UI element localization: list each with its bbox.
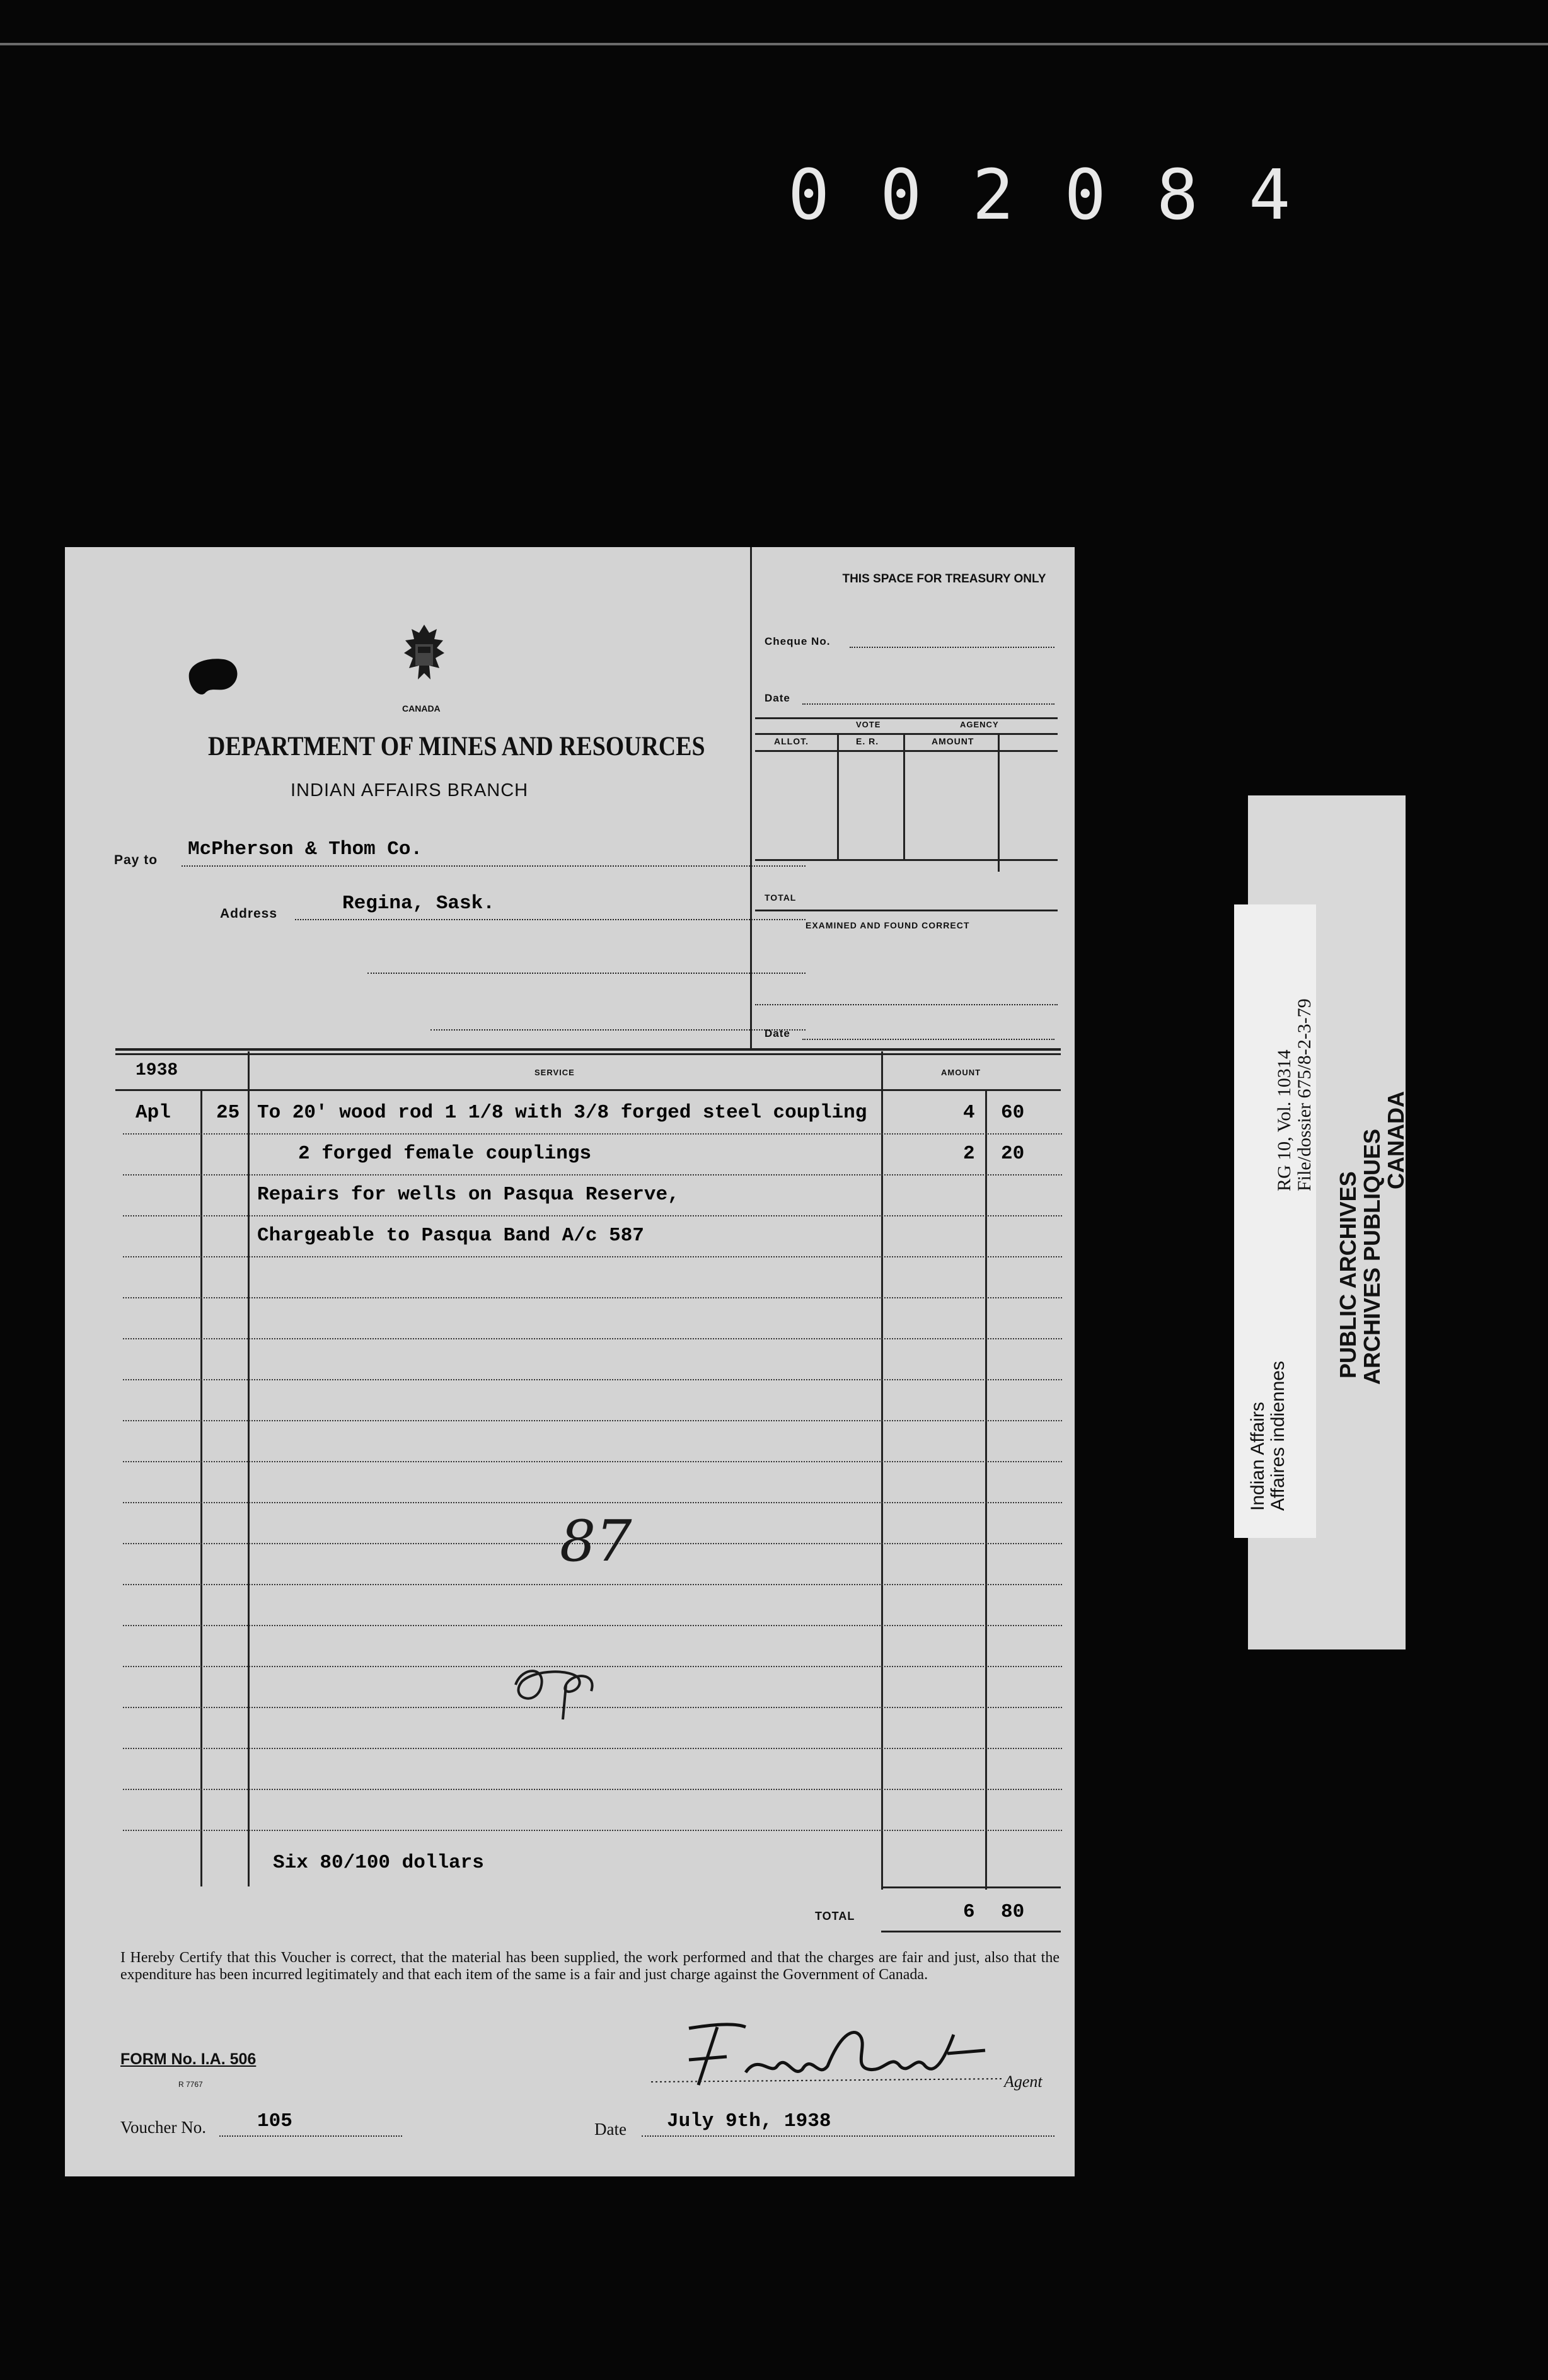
service-row-line bbox=[123, 1461, 1062, 1462]
date-top-line bbox=[802, 703, 1054, 705]
address-value: Regina, Sask. bbox=[342, 893, 495, 915]
agent-signature bbox=[651, 2016, 1004, 2098]
certification-text: I Hereby Certify that this Voucher is correct, that the material has been supplied, the work performed and that the charges are fair and just, also that the expenditure has been incurred legitimately and that each item of the same is a fair and just charge against the Government of Canada. bbox=[120, 1950, 1060, 1983]
archive-title-1: PUBLIC ARCHIVES bbox=[1335, 1171, 1361, 1378]
service-row-line bbox=[123, 1215, 1062, 1216]
vote-header-rule bbox=[755, 750, 1058, 752]
line-1-day: 25 bbox=[216, 1102, 240, 1124]
year-value: 1938 bbox=[136, 1061, 178, 1080]
vote-top-rule bbox=[755, 717, 1058, 719]
treasury-divider bbox=[750, 547, 752, 1048]
vote-col-3 bbox=[998, 733, 1000, 872]
vote-label: VOTE bbox=[856, 720, 881, 729]
archive-title-3: CANADA bbox=[1383, 1091, 1409, 1189]
archive-reference-card bbox=[1234, 904, 1316, 1538]
examined-rule bbox=[755, 910, 1058, 911]
archive-ref-1: RG 10, Vol. 10314 bbox=[1274, 1049, 1295, 1191]
service-row-line bbox=[123, 1133, 1062, 1135]
voucher-form bbox=[65, 547, 1075, 2176]
total-label: TOTAL bbox=[815, 1910, 855, 1922]
service-row-line bbox=[123, 1830, 1062, 1831]
line-2-cents: 20 bbox=[1001, 1143, 1025, 1165]
handwritten-number: 87 bbox=[560, 1508, 632, 1574]
archive-ref-2: File/dossier 675/8-2-3-79 bbox=[1294, 998, 1315, 1191]
allot-label: ALLOT. bbox=[774, 736, 809, 746]
line-1-month: Apl bbox=[136, 1102, 171, 1124]
service-row-line bbox=[123, 1256, 1062, 1257]
examined-line bbox=[755, 1004, 1058, 1005]
amount-header: AMOUNT bbox=[941, 1068, 981, 1077]
cheque-no-line bbox=[850, 647, 1054, 648]
examined-label: EXAMINED AND FOUND CORRECT bbox=[806, 920, 970, 930]
date-col-rule bbox=[200, 1089, 202, 1886]
archive-fonds-2: Affaires indiennes bbox=[1268, 1361, 1288, 1511]
address-line-3 bbox=[430, 1029, 806, 1031]
form-number: FORM No. I.A. 506 bbox=[120, 2050, 257, 2068]
line-1-text: To 20' wood rod 1 1/8 with 3/8 forged steel coupling bbox=[257, 1102, 867, 1124]
service-row-line bbox=[123, 1625, 1062, 1626]
date-mid-label: Date bbox=[765, 1027, 790, 1039]
department-title: DEPARTMENT OF MINES AND RESOURCES bbox=[208, 732, 705, 761]
service-top-rule bbox=[115, 1048, 1061, 1051]
canada-coat-of-arms-icon bbox=[393, 621, 456, 691]
date-bottom-line bbox=[642, 2135, 1054, 2137]
handwritten-initials bbox=[503, 1653, 610, 1723]
archive-fonds-1: Indian Affairs bbox=[1247, 1402, 1268, 1511]
cents-col-rule bbox=[985, 1089, 987, 1890]
date-bottom-label: Date bbox=[594, 2120, 627, 2139]
vote-col-2 bbox=[903, 733, 905, 859]
branch-title: INDIAN AFFAIRS BRANCH bbox=[291, 780, 529, 800]
line-2-text: 2 forged female couplings bbox=[298, 1143, 592, 1165]
vote-mid-rule bbox=[755, 733, 1058, 735]
service-row-line bbox=[123, 1379, 1062, 1380]
pay-to-line bbox=[182, 865, 806, 867]
agency-label: AGENCY bbox=[960, 720, 999, 729]
service-row-line bbox=[123, 1174, 1062, 1176]
pay-to-label: Pay to bbox=[114, 853, 158, 867]
total-bottom-rule bbox=[881, 1931, 1061, 1932]
date-mid-line bbox=[802, 1039, 1054, 1040]
address-line bbox=[295, 919, 806, 920]
service-row-line bbox=[123, 1338, 1062, 1339]
ink-blot bbox=[186, 654, 243, 698]
form-r-code: R 7767 bbox=[178, 2080, 203, 2089]
amount-col-rule bbox=[881, 1051, 883, 1890]
total-small-rule bbox=[755, 859, 1058, 861]
canada-caption: CANADA bbox=[402, 703, 441, 713]
service-row-line bbox=[123, 1502, 1062, 1503]
date-bottom-value: July 9th, 1938 bbox=[667, 2110, 831, 2132]
line-2-dollars: 2 bbox=[963, 1143, 975, 1165]
pay-to-value: McPherson & Thom Co. bbox=[188, 838, 423, 860]
service-row-line bbox=[123, 1297, 1062, 1298]
date-top-label: Date bbox=[765, 692, 790, 704]
cheque-no-label: Cheque No. bbox=[765, 635, 831, 647]
service-row-line bbox=[123, 1789, 1062, 1790]
day-col-rule bbox=[248, 1051, 250, 1886]
voucher-no-label: Voucher No. bbox=[120, 2118, 206, 2137]
total-cents: 80 bbox=[1001, 1901, 1025, 1923]
frame-number: 002084 bbox=[788, 154, 1341, 235]
film-edge-line bbox=[0, 43, 1548, 45]
amount-in-words: Six 80/100 dollars bbox=[273, 1852, 484, 1874]
service-header-rule bbox=[115, 1089, 1061, 1091]
service-row-line bbox=[123, 1420, 1062, 1421]
address-label: Address bbox=[220, 906, 278, 921]
line-1-dollars: 4 bbox=[963, 1102, 975, 1124]
voucher-no-value: 105 bbox=[257, 2110, 292, 2132]
archive-title-2: ARCHIVES PUBLIQUES bbox=[1359, 1128, 1385, 1385]
agent-label: Agent bbox=[1004, 2072, 1043, 2091]
line-4-text: Chargeable to Pasqua Band A/c 587 bbox=[257, 1225, 644, 1247]
service-row-line bbox=[123, 1748, 1062, 1749]
er-label: E. R. bbox=[856, 736, 879, 746]
service-row-line bbox=[123, 1584, 1062, 1585]
total-top-rule bbox=[881, 1886, 1061, 1888]
amount-small-label: AMOUNT bbox=[932, 736, 974, 746]
line-1-cents: 60 bbox=[1001, 1102, 1025, 1124]
service-header: SERVICE bbox=[534, 1068, 575, 1077]
total-dollars: 6 bbox=[963, 1901, 975, 1923]
total-small-label: TOTAL bbox=[765, 893, 797, 903]
address-line-2 bbox=[367, 973, 806, 974]
service-top-rule-2 bbox=[115, 1053, 1061, 1055]
vote-col-1 bbox=[837, 733, 839, 859]
treasury-header: THIS SPACE FOR TREASURY ONLY bbox=[842, 572, 1046, 586]
voucher-no-line bbox=[219, 2135, 402, 2137]
line-3-text: Repairs for wells on Pasqua Reserve, bbox=[257, 1184, 679, 1206]
